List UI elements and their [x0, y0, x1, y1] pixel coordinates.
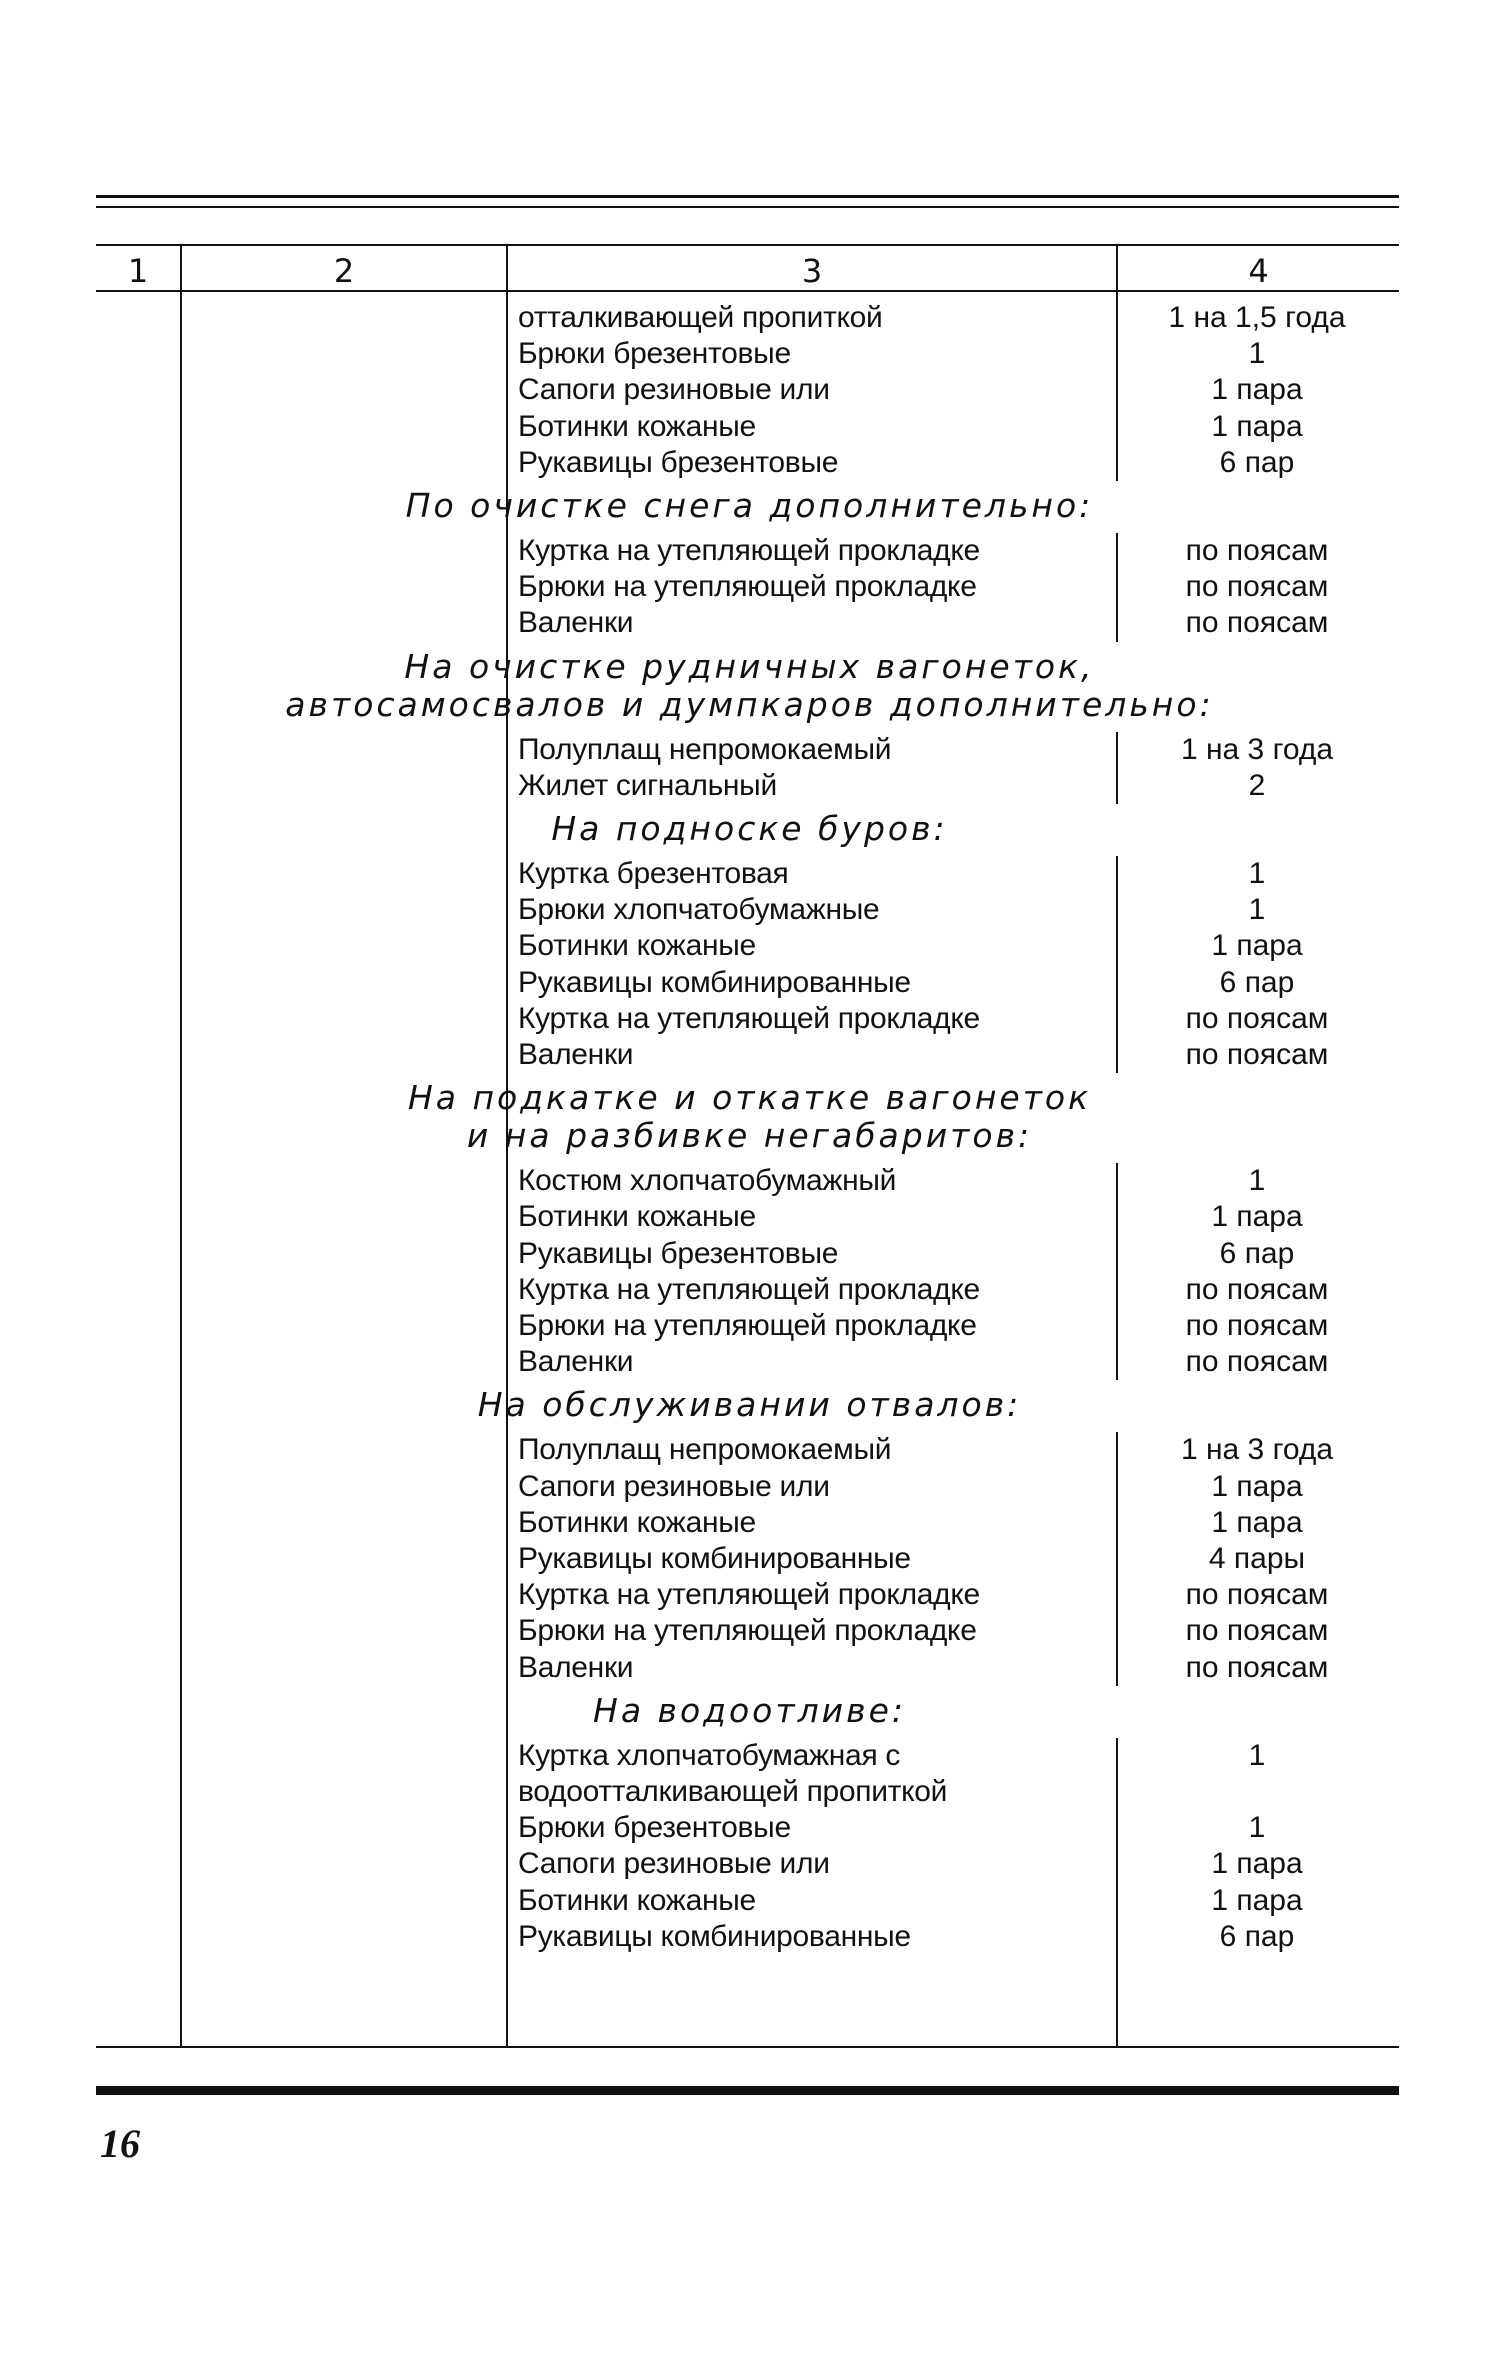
item-name: Костюм хлопчатобумажный	[518, 1164, 897, 1198]
item-name: Валенки	[518, 1345, 634, 1379]
item-quantity: по поясам	[1185, 1345, 1329, 1379]
item-quantity: 1 пара	[1211, 373, 1303, 407]
item-name: Полуплащ непромокаемый	[518, 732, 892, 766]
section-heading	[0, 648, 1499, 686]
section-heading	[0, 1692, 1499, 1730]
table-row	[0, 965, 1499, 1001]
item-name: Брюки брезентовые	[518, 337, 791, 371]
section-heading-text: автосамосвалов и думпкаров дополнительно:	[285, 684, 1214, 724]
table-row	[0, 1613, 1499, 1649]
item-quantity: по поясам	[1185, 606, 1329, 640]
section-heading-text: На подкатке и откатке вагонеток	[407, 1078, 1092, 1118]
item-quantity: по поясам	[1185, 534, 1329, 567]
section-heading-text: По очистке снега дополнительно:	[405, 486, 1094, 525]
item-name: Рукавицы брезентовые	[518, 445, 839, 479]
item-quantity: по поясам	[1185, 1614, 1329, 1648]
item-name: Ботинки кожаные	[518, 1883, 756, 1917]
item-name: Сапоги резиновые или	[518, 1469, 830, 1503]
item-name: Куртка брезентовая	[518, 857, 789, 890]
item-quantity: 1 пара	[1211, 1469, 1303, 1503]
table-row	[0, 409, 1499, 445]
table-row	[0, 1469, 1499, 1505]
column-header-1: 1	[127, 252, 149, 290]
table-row	[0, 569, 1499, 605]
item-name: Куртка на утепляющей прокладке	[518, 1272, 980, 1306]
table-row	[0, 1432, 1499, 1468]
item-name: Рукавицы комбинированные	[518, 1542, 911, 1575]
item-quantity: по поясам	[1185, 1309, 1329, 1342]
item-quantity: 6 пар	[1219, 445, 1295, 479]
item-quantity: 1 пара	[1211, 1847, 1303, 1881]
section-heading	[0, 1079, 1499, 1117]
section-heading	[0, 686, 1499, 724]
item-quantity: 1	[1248, 1811, 1266, 1845]
item-name: Сапоги резиновые или	[518, 373, 830, 407]
item-name: Брюки на утепляющей прокладке	[518, 1614, 977, 1648]
item-quantity: по поясам	[1185, 1001, 1329, 1035]
item-name: Рукавицы комбинированные	[518, 965, 911, 999]
section-heading	[0, 1386, 1499, 1424]
table-row	[0, 1236, 1499, 1272]
column-header-2: 2	[333, 252, 355, 290]
section-heading-text: и на разбивке негабаритов:	[466, 1116, 1033, 1156]
item-quantity: 1	[1248, 337, 1266, 371]
item-quantity: 1	[1248, 857, 1266, 890]
column-header-3: 3	[801, 252, 823, 290]
table-row	[0, 1037, 1499, 1073]
item-quantity: 6 пар	[1219, 1919, 1295, 1953]
section-heading-text: На очистке рудничных вагонеток,	[404, 646, 1095, 686]
item-quantity: 1 пара	[1211, 1883, 1303, 1917]
bottom-rule	[96, 2086, 1399, 2095]
item-name: водоотталкивающей пропиткой	[518, 1775, 948, 1808]
item-quantity: 4 пары	[1208, 1542, 1306, 1575]
item-name: Жилет сигнальный	[518, 768, 777, 802]
table-row	[0, 856, 1499, 892]
table-row	[0, 533, 1499, 569]
table-row	[0, 1577, 1499, 1613]
column-header-4: 4	[1248, 252, 1269, 290]
item-quantity: по поясам	[1185, 1650, 1329, 1684]
table-row	[0, 892, 1499, 928]
table-row	[0, 1308, 1499, 1344]
page-number: 16	[100, 2121, 140, 2166]
item-name: Валенки	[518, 606, 634, 640]
item-name: Брюки брезентовые	[518, 1811, 791, 1845]
item-name: Валенки	[518, 1038, 634, 1071]
table-row	[0, 336, 1499, 372]
item-name: Ботинки кожаные	[518, 409, 756, 443]
table-row	[0, 1272, 1499, 1308]
table-row	[0, 1344, 1499, 1380]
table-row	[0, 1846, 1499, 1882]
item-quantity: 1 на 3 года	[1180, 732, 1334, 766]
item-quantity: 1 на 3 года	[1180, 1433, 1334, 1467]
item-name: Куртка хлопчатобумажная с	[518, 1738, 901, 1772]
table-row	[0, 1919, 1499, 1955]
table-row	[0, 1001, 1499, 1037]
item-name: Куртка на утепляющей прокладке	[518, 534, 980, 567]
item-name: Сапоги резиновые или	[518, 1847, 830, 1881]
section-heading-text: На водоотливе:	[593, 1690, 906, 1730]
item-quantity: 1 пара	[1211, 1505, 1303, 1539]
item-quantity: по поясам	[1185, 570, 1329, 604]
table-row	[0, 300, 1499, 336]
table-row	[0, 1505, 1499, 1541]
item-quantity: 1 пара	[1211, 1200, 1303, 1234]
item-name: Ботинки кожаные	[518, 1505, 756, 1539]
section-heading-text: На подноске буров:	[551, 809, 948, 848]
table-row	[0, 928, 1499, 964]
section-heading	[0, 810, 1499, 848]
item-quantity: по поясам	[1185, 1272, 1329, 1306]
section-heading-text: На обслуживании отвалов:	[477, 1385, 1022, 1425]
table-row	[0, 1199, 1499, 1235]
item-name: Брюки на утепляющей прокладке	[518, 1309, 977, 1342]
item-quantity: 2	[1248, 768, 1266, 802]
item-quantity: 1	[1248, 1738, 1266, 1772]
table-row	[0, 768, 1499, 804]
item-name: Полуплащ непромокаемый	[518, 1433, 892, 1467]
table-row	[0, 1883, 1499, 1919]
item-quantity: 6 пар	[1219, 965, 1295, 999]
item-quantity: 1 пара	[1211, 409, 1303, 443]
table-row	[0, 605, 1499, 641]
item-name: Брюки хлопчатобумажные	[518, 893, 880, 927]
item-quantity: 1 на 1,5 года	[1168, 301, 1346, 334]
item-name: Ботинки кожаные	[518, 929, 756, 963]
table-row	[0, 372, 1499, 408]
section-heading	[0, 487, 1499, 525]
item-name: Брюки на утепляющей прокладке	[518, 570, 977, 604]
item-name: Куртка на утепляющей прокладке	[518, 1578, 980, 1612]
item-name: отталкивающей пропиткой	[518, 301, 883, 334]
item-quantity: 1	[1248, 1164, 1266, 1198]
table-row	[0, 1163, 1499, 1199]
table-row	[0, 445, 1499, 481]
item-quantity: по поясам	[1185, 1578, 1329, 1612]
table-row	[0, 732, 1499, 768]
item-name: Валенки	[518, 1650, 634, 1684]
table-row	[0, 1541, 1499, 1577]
table-row	[0, 1650, 1499, 1686]
table-row	[0, 1810, 1499, 1846]
table-row	[0, 1738, 1499, 1774]
item-name: Ботинки кожаные	[518, 1200, 756, 1234]
item-quantity: по поясам	[1185, 1038, 1329, 1071]
item-quantity: 6 пар	[1219, 1236, 1295, 1270]
item-name: Рукавицы комбинированные	[518, 1919, 911, 1953]
item-name: Рукавицы брезентовые	[518, 1236, 839, 1270]
item-quantity: 1 пара	[1211, 929, 1303, 963]
table-row	[0, 1774, 1499, 1810]
section-heading	[0, 1117, 1499, 1155]
item-name: Куртка на утепляющей прокладке	[518, 1001, 980, 1035]
item-quantity: 1	[1248, 893, 1266, 927]
